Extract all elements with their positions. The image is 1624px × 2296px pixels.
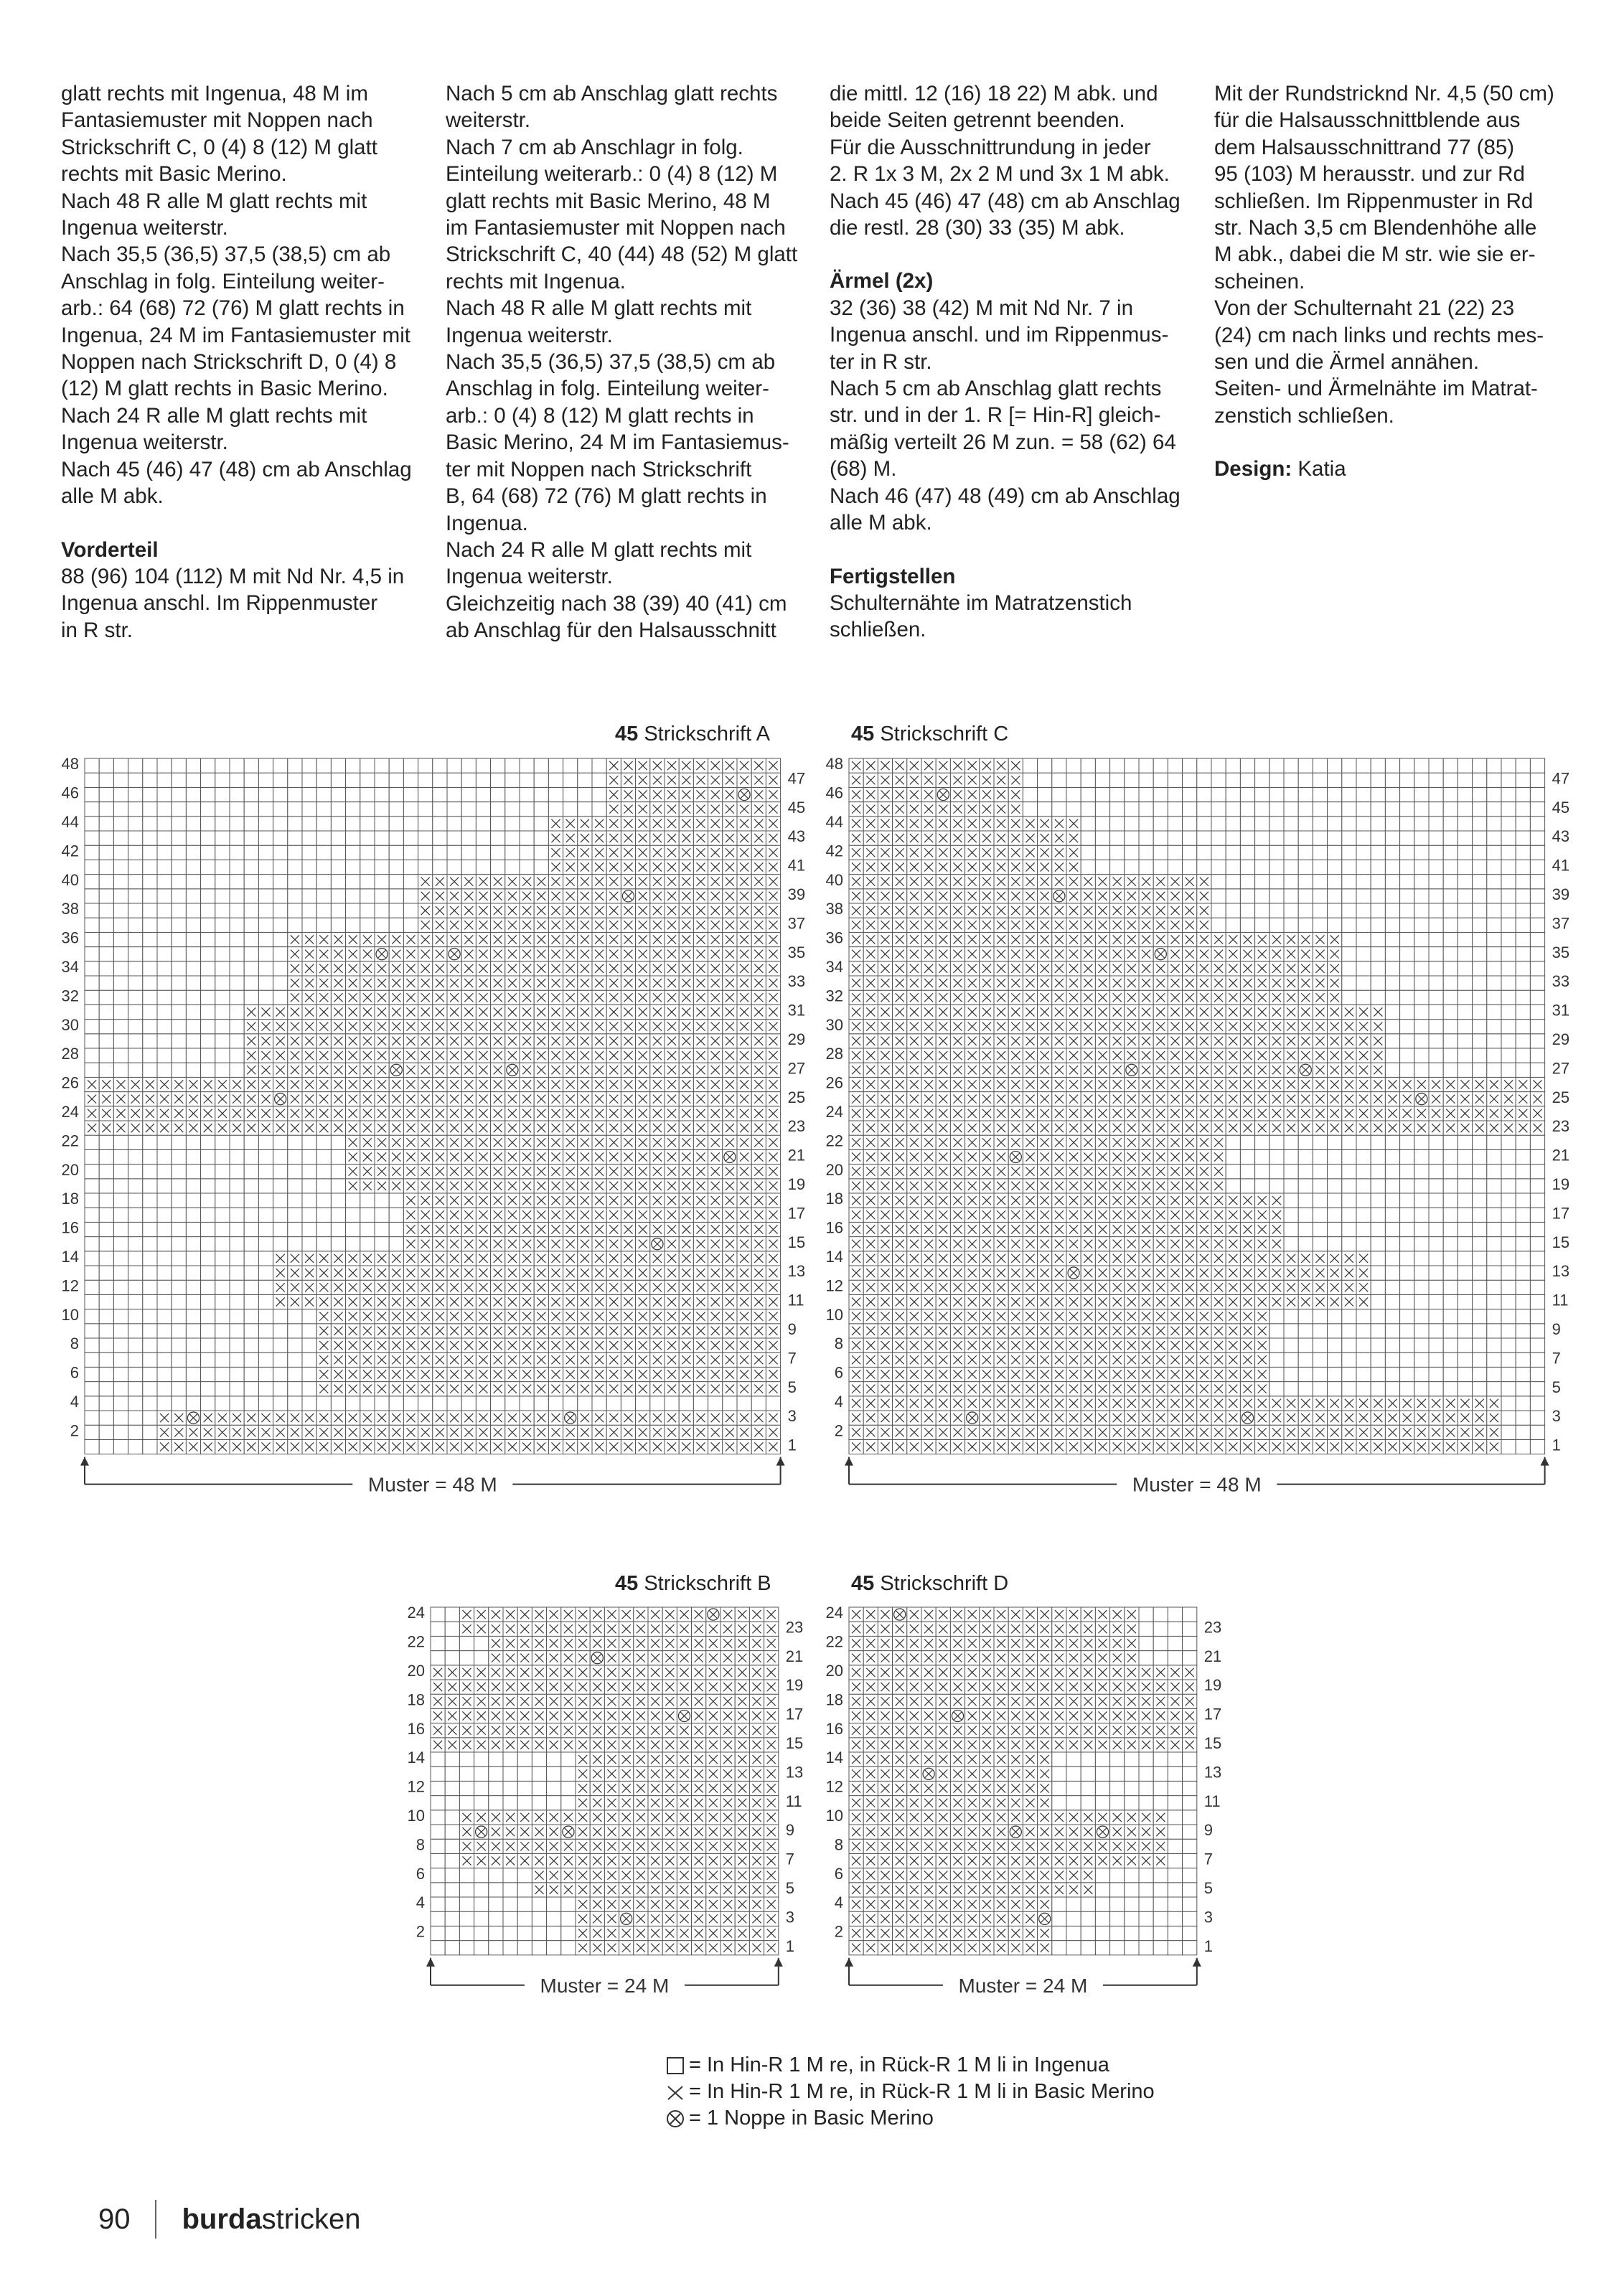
row-number-left: 2 bbox=[834, 1421, 843, 1440]
text-line: zenstich schließen. bbox=[1214, 403, 1394, 428]
row-number-left: 20 bbox=[407, 1661, 425, 1680]
row-number-right: 1 bbox=[787, 1436, 797, 1454]
row-number-left: 20 bbox=[825, 1661, 843, 1680]
text-line: Gleichzeitig nach 38 (39) 40 (41) cm bbox=[446, 591, 787, 616]
row-number-right: 3 bbox=[1552, 1407, 1561, 1426]
text-line: die mittl. 12 (16) 18 22) M abk. und bbox=[830, 82, 1158, 105]
row-number-left: 16 bbox=[825, 1218, 843, 1237]
text-line: (12) M glatt rechts in Basic Merino. bbox=[61, 377, 388, 401]
footer-divider bbox=[155, 2200, 156, 2239]
row-number-left: 10 bbox=[61, 1305, 79, 1324]
text-line: arb.: 0 (4) 8 (12) M glatt rechts in bbox=[446, 403, 754, 428]
row-number-right: 5 bbox=[787, 1378, 797, 1396]
row-number-right: 13 bbox=[787, 1262, 806, 1281]
row-number-left: 48 bbox=[61, 755, 79, 773]
row-number-right: 23 bbox=[1552, 1117, 1570, 1136]
row-number-left: 28 bbox=[825, 1045, 843, 1063]
row-number-left: 44 bbox=[825, 812, 843, 831]
row-number-left: 20 bbox=[825, 1160, 843, 1179]
row-number-right: 17 bbox=[1203, 1705, 1222, 1723]
row-number-left: 30 bbox=[825, 1015, 843, 1034]
row-number-right: 11 bbox=[1552, 1291, 1569, 1309]
row-number-left: 22 bbox=[61, 1131, 79, 1150]
row-number-right: 19 bbox=[1203, 1676, 1222, 1695]
text-line: rechts mit Ingenua. bbox=[446, 269, 626, 293]
row-number-left: 24 bbox=[407, 1604, 425, 1622]
row-number-left: 2 bbox=[416, 1922, 425, 1941]
row-number-left: 6 bbox=[834, 1864, 843, 1883]
text-line: für die Halsausschnittblende aus bbox=[1214, 108, 1521, 133]
row-number-left: 42 bbox=[61, 842, 79, 860]
text-line: scheinen. bbox=[1214, 269, 1305, 293]
text-line: arb.: 64 (68) 72 (76) M glatt rechts in bbox=[61, 296, 405, 321]
row-number-right: 35 bbox=[787, 943, 806, 961]
row-number-right: 37 bbox=[787, 914, 806, 933]
legend bbox=[666, 2052, 1155, 2132]
row-number-left: 38 bbox=[825, 900, 843, 918]
text-line: Nach 48 R alle M glatt rechts mit bbox=[446, 296, 752, 321]
text-line: str. Nach 3,5 cm Blendenhöhe alle bbox=[1214, 216, 1537, 240]
text-line: Ingenua anschl. und im Rippenmus- bbox=[830, 323, 1169, 347]
row-number-left: 6 bbox=[416, 1864, 425, 1883]
text-line: Basic Merino, 24 M im Fantasiemus- bbox=[446, 430, 789, 455]
row-number-left: 22 bbox=[825, 1632, 843, 1651]
row-number-left: 2 bbox=[834, 1922, 843, 1941]
text-line: alle M abk. bbox=[830, 511, 932, 535]
row-number-right: 41 bbox=[1552, 856, 1570, 875]
row-number-right: 23 bbox=[787, 1117, 806, 1136]
row-number-left: 4 bbox=[834, 1392, 843, 1411]
row-number-left: 16 bbox=[825, 1719, 843, 1738]
row-number-left: 32 bbox=[825, 987, 843, 1005]
row-number-left: 20 bbox=[61, 1160, 79, 1179]
row-number-right: 17 bbox=[787, 1204, 806, 1223]
row-number-right: 7 bbox=[1203, 1850, 1214, 1868]
row-number-left: 6 bbox=[834, 1363, 843, 1382]
row-number-right: 41 bbox=[787, 856, 806, 875]
text-line: sen und die Ärmel annähen. bbox=[1214, 350, 1480, 375]
text-line: die restl. 28 (30) 33 (35) M abk. bbox=[830, 216, 1125, 240]
row-number-right: 23 bbox=[785, 1618, 804, 1637]
text-line: glatt rechts mit Ingenua, 48 M im bbox=[61, 82, 368, 105]
row-number-left: 24 bbox=[825, 1102, 843, 1121]
row-number-right: 21 bbox=[1552, 1146, 1570, 1165]
chart-grid-a bbox=[62, 755, 806, 1495]
text-line: M abk., dabei die M str. wie sie er- bbox=[1214, 243, 1536, 267]
text-line: Ingenua. bbox=[446, 511, 528, 535]
text-line: glatt rechts mit Basic Merino, 48 M bbox=[446, 189, 771, 213]
row-number-left: 18 bbox=[61, 1190, 79, 1208]
text-line: schließen. bbox=[830, 618, 926, 642]
text-line: ab Anschlag für den Halsausschnitt bbox=[446, 618, 776, 643]
row-number-right: 9 bbox=[785, 1821, 795, 1840]
row-number-right: 47 bbox=[1552, 769, 1570, 788]
row-number-left: 2 bbox=[70, 1421, 79, 1440]
text-line: mäßig verteilt 26 M zun. = 58 (62) 64 bbox=[830, 430, 1176, 454]
pattern-width-label: Muster = 24 M bbox=[958, 1974, 1088, 1997]
text-line: Nach 46 (47) 48 (49) cm ab Anschlag bbox=[830, 484, 1181, 508]
text-line: Fantasiemuster mit Noppen nach bbox=[61, 108, 373, 133]
row-number-right: 29 bbox=[787, 1030, 806, 1048]
row-number-left: 34 bbox=[825, 957, 843, 976]
row-number-right: 13 bbox=[1552, 1262, 1570, 1281]
text-line: Nach 24 R alle M glatt rechts mit bbox=[61, 403, 367, 428]
row-number-left: 10 bbox=[407, 1806, 425, 1825]
legend-row-merino bbox=[666, 2079, 1155, 2105]
text-line: dem Halsausschnittrand 77 (85) bbox=[1214, 135, 1515, 159]
text-line: Nach 45 (46) 47 (48) cm ab Anschlag bbox=[830, 189, 1181, 213]
legend-text-noppe: = 1 Noppe in Basic Merino bbox=[689, 2107, 934, 2130]
row-number-right: 17 bbox=[785, 1705, 804, 1723]
pattern-width-label: Muster = 48 M bbox=[1132, 1473, 1262, 1496]
text-line: Nach 45 (46) 47 (48) cm ab Anschlag bbox=[61, 457, 412, 481]
text-line: 95 (103) M herausstr. und zur Rd bbox=[1214, 162, 1525, 187]
row-number-right: 3 bbox=[1203, 1908, 1214, 1926]
row-number-left: 14 bbox=[825, 1749, 843, 1767]
row-number-right: 3 bbox=[787, 1407, 797, 1426]
row-number-right: 23 bbox=[1203, 1618, 1222, 1637]
text-line: Von der Schulternaht 21 (22) 23 bbox=[1214, 296, 1515, 321]
legend-text-merino: = In Hin-R 1 M re, in Rück-R 1 M li in Basic Merino bbox=[689, 2080, 1155, 2103]
row-number-right: 17 bbox=[1552, 1204, 1570, 1223]
row-number-right: 27 bbox=[787, 1059, 806, 1078]
row-number-left: 8 bbox=[834, 1835, 843, 1854]
row-number-right: 45 bbox=[787, 798, 806, 817]
row-number-right: 39 bbox=[1552, 885, 1570, 903]
text-line: Ingenua weiterstr. bbox=[61, 430, 228, 455]
row-number-left: 10 bbox=[825, 1305, 843, 1324]
page-footer bbox=[98, 2200, 360, 2239]
cross-icon bbox=[666, 2083, 685, 2102]
text-line: 2. R 1x 3 M, 2x 2 M und 3x 1 M abk. bbox=[830, 162, 1170, 187]
row-number-right: 29 bbox=[1552, 1030, 1570, 1048]
row-number-right: 7 bbox=[1552, 1349, 1561, 1368]
section-heading: Ärmel (2x) bbox=[830, 269, 934, 293]
row-number-left: 14 bbox=[61, 1247, 79, 1266]
row-number-right: 9 bbox=[787, 1319, 797, 1338]
row-number-left: 32 bbox=[61, 987, 79, 1005]
row-number-left: 26 bbox=[61, 1073, 79, 1092]
text-line: Ingenua weiterstr. bbox=[446, 323, 613, 347]
row-number-left: 44 bbox=[61, 812, 79, 831]
row-number-left: 8 bbox=[416, 1835, 425, 1854]
text-line: Nach 5 cm ab Anschlag glatt rechts bbox=[446, 82, 778, 105]
row-number-right: 7 bbox=[785, 1850, 795, 1868]
text-line: ter in R str. bbox=[830, 349, 932, 374]
text-line: Nach 35,5 (36,5) 37,5 (38,5) cm ab bbox=[446, 350, 776, 375]
row-number-right: 27 bbox=[1552, 1059, 1570, 1078]
chart-title-d: 45 Strickschrift D bbox=[851, 1572, 1009, 1595]
empty-square-icon bbox=[666, 2056, 685, 2075]
text-line: Einteilung weiterarb.: 0 (4) 8 (12) M bbox=[446, 162, 778, 187]
row-number-left: 4 bbox=[416, 1893, 425, 1912]
row-number-right: 33 bbox=[1552, 972, 1570, 991]
text-line: in R str. bbox=[61, 618, 133, 642]
row-number-left: 36 bbox=[825, 928, 843, 947]
text-line: Noppen nach Strickschrift D, 0 (4) 8 bbox=[61, 350, 397, 375]
row-number-right: 43 bbox=[787, 827, 806, 846]
text-line: (24) cm nach links und rechts mes- bbox=[1214, 323, 1544, 347]
row-number-right: 19 bbox=[1552, 1175, 1570, 1193]
row-number-right: 19 bbox=[785, 1676, 804, 1695]
row-number-right: 25 bbox=[787, 1088, 806, 1106]
text-line: Schulternähte im Matratzenstich bbox=[830, 591, 1132, 615]
row-number-right: 1 bbox=[785, 1937, 795, 1955]
chart-grid-d bbox=[826, 1604, 1222, 1997]
text-line: Seiten- und Ärmelnähte im Matrat- bbox=[1214, 377, 1538, 401]
row-number-left: 18 bbox=[825, 1690, 843, 1709]
row-number-left: 30 bbox=[61, 1015, 79, 1034]
row-number-left: 24 bbox=[61, 1102, 79, 1121]
text-line: weiterstr. bbox=[446, 108, 531, 133]
row-number-right: 31 bbox=[787, 1001, 806, 1020]
row-number-left: 16 bbox=[407, 1719, 425, 1738]
row-number-left: 40 bbox=[825, 870, 843, 889]
row-number-left: 34 bbox=[61, 957, 79, 976]
circled-cross-icon bbox=[666, 2109, 685, 2128]
row-number-right: 3 bbox=[785, 1908, 795, 1926]
row-number-left: 22 bbox=[825, 1131, 843, 1150]
row-number-right: 5 bbox=[785, 1878, 795, 1897]
text-line: rechts mit Basic Merino. bbox=[61, 162, 287, 187]
row-number-right: 13 bbox=[1203, 1763, 1222, 1782]
text-line: Für die Ausschnittrundung in jeder bbox=[830, 135, 1151, 159]
pattern-width-label: Muster = 48 M bbox=[367, 1473, 497, 1496]
row-number-right: 1 bbox=[1203, 1937, 1214, 1955]
text-line: Nach 48 R alle M glatt rechts mit bbox=[61, 189, 367, 213]
row-number-left: 4 bbox=[70, 1392, 79, 1411]
legend-row-ingenua bbox=[666, 2052, 1155, 2079]
section-heading: Fertigstellen bbox=[830, 564, 956, 588]
text-line: str. und in der 1. R [= Hin-R] gleich- bbox=[830, 403, 1161, 428]
pattern-width-label: Muster = 24 M bbox=[540, 1974, 670, 1997]
row-number-left: 8 bbox=[834, 1335, 843, 1353]
chart-title-c: 45 Strickschrift C bbox=[851, 723, 1009, 745]
text-line: Ingenua anschl. Im Rippenmuster bbox=[61, 591, 378, 616]
legend-row-noppe bbox=[666, 2105, 1155, 2132]
row-number-left: 6 bbox=[70, 1363, 79, 1382]
row-number-left: 8 bbox=[70, 1335, 79, 1353]
row-number-right: 21 bbox=[1203, 1647, 1222, 1665]
text-line: (68) M. bbox=[830, 457, 897, 481]
row-number-right: 33 bbox=[787, 972, 806, 991]
row-number-left: 12 bbox=[407, 1777, 425, 1796]
row-number-left: 14 bbox=[825, 1247, 843, 1266]
text-line: Anschlag in folg. Einteilung weiter- bbox=[61, 269, 385, 293]
row-number-right: 11 bbox=[785, 1792, 802, 1810]
text-line: Ingenua weiterstr. bbox=[61, 216, 228, 240]
text-line: im Fantasiemuster mit Noppen nach bbox=[446, 216, 786, 240]
row-number-right: 25 bbox=[1552, 1088, 1570, 1106]
row-number-right: 37 bbox=[1552, 914, 1570, 933]
row-number-right: 43 bbox=[1552, 827, 1570, 846]
row-number-left: 12 bbox=[61, 1276, 79, 1295]
row-number-left: 28 bbox=[61, 1045, 79, 1063]
row-number-left: 48 bbox=[825, 755, 843, 773]
row-number-right: 9 bbox=[1552, 1319, 1561, 1338]
legend-text-ingenua: = In Hin-R 1 M re, in Rück-R 1 M li in Ingenua bbox=[689, 2053, 1109, 2076]
row-number-left: 46 bbox=[61, 784, 79, 802]
text-line: Strickschrift C, 0 (4) 8 (12) M glatt bbox=[61, 135, 377, 159]
row-number-left: 26 bbox=[825, 1073, 843, 1092]
row-number-left: 12 bbox=[825, 1777, 843, 1796]
row-number-right: 15 bbox=[1203, 1733, 1222, 1752]
row-number-left: 14 bbox=[407, 1749, 425, 1767]
text-line: alle M abk. bbox=[61, 484, 164, 509]
row-number-left: 10 bbox=[825, 1806, 843, 1825]
text-line: Nach 35,5 (36,5) 37,5 (38,5) cm ab bbox=[61, 243, 391, 267]
row-number-right: 35 bbox=[1552, 943, 1570, 961]
text-line: Strickschrift C, 40 (44) 48 (52) M glatt bbox=[446, 243, 798, 267]
row-number-right: 11 bbox=[787, 1291, 804, 1309]
row-number-right: 39 bbox=[787, 885, 806, 903]
text-line: 32 (36) 38 (42) M mit Nd Nr. 7 in bbox=[830, 296, 1133, 320]
section-heading: Vorderteil bbox=[61, 537, 159, 562]
chart-title-b: 45 Strickschrift B bbox=[615, 1572, 771, 1595]
row-number-right: 15 bbox=[787, 1233, 806, 1251]
text-line: ter mit Noppen nach Strickschrift bbox=[446, 457, 752, 481]
text-line: schließen. Im Rippenmuster in Rd bbox=[1214, 189, 1534, 213]
row-number-right: 21 bbox=[785, 1647, 804, 1665]
row-number-left: 40 bbox=[61, 870, 79, 889]
text-line: Ingenua weiterstr. bbox=[446, 565, 613, 589]
row-number-left: 16 bbox=[61, 1218, 79, 1237]
row-number-right: 5 bbox=[1203, 1878, 1214, 1897]
row-number-left: 22 bbox=[407, 1632, 425, 1651]
text-line: Anschlag in folg. Einteilung weiter- bbox=[446, 377, 769, 401]
text-line: Mit der Rundstricknd Nr. 4,5 (50 cm) bbox=[1214, 82, 1554, 105]
row-number-left: 18 bbox=[825, 1190, 843, 1208]
row-number-right: 15 bbox=[1552, 1233, 1570, 1251]
row-number-right: 47 bbox=[787, 769, 806, 788]
row-number-left: 12 bbox=[825, 1276, 843, 1295]
row-number-right: 7 bbox=[787, 1349, 797, 1368]
row-number-right: 45 bbox=[1552, 798, 1570, 817]
chart-grid-b bbox=[408, 1604, 804, 1997]
row-number-right: 1 bbox=[1552, 1436, 1561, 1454]
chart-grid-c bbox=[826, 755, 1570, 1495]
row-number-left: 42 bbox=[825, 842, 843, 860]
page-number: 90 bbox=[98, 2203, 131, 2235]
row-number-right: 21 bbox=[787, 1146, 806, 1165]
text-line: Nach 7 cm ab Anschlagr in folg. bbox=[446, 135, 743, 159]
row-number-left: 38 bbox=[61, 900, 79, 918]
row-number-right: 9 bbox=[1203, 1821, 1214, 1840]
row-number-right: 13 bbox=[785, 1763, 804, 1782]
row-number-right: 5 bbox=[1552, 1378, 1561, 1396]
row-number-left: 24 bbox=[825, 1604, 843, 1622]
text-line: Ingenua, 24 M im Fantasiemuster mit bbox=[61, 323, 410, 347]
row-number-right: 31 bbox=[1552, 1001, 1570, 1020]
row-number-left: 18 bbox=[407, 1690, 425, 1709]
row-number-right: 19 bbox=[787, 1175, 806, 1193]
brand-logo: burdastricken bbox=[182, 2203, 361, 2235]
row-number-right: 15 bbox=[785, 1733, 804, 1752]
text-line: 88 (96) 104 (112) M mit Nd Nr. 4,5 in bbox=[61, 564, 405, 588]
chart-title-a: 45 Strickschrift A bbox=[615, 723, 770, 745]
text-line: Design: Katia bbox=[1214, 457, 1346, 481]
row-number-right: 11 bbox=[1203, 1792, 1221, 1810]
text-line: Nach 24 R alle M glatt rechts mit bbox=[446, 537, 752, 562]
text-line: B, 64 (68) 72 (76) M glatt rechts in bbox=[446, 484, 767, 509]
row-number-left: 46 bbox=[825, 784, 843, 802]
row-number-left: 36 bbox=[61, 928, 79, 947]
row-number-left: 4 bbox=[834, 1893, 843, 1912]
text-line: Nach 5 cm ab Anschlag glatt rechts bbox=[830, 377, 1162, 401]
text-line: beide Seiten getrennt beenden. bbox=[830, 108, 1125, 133]
